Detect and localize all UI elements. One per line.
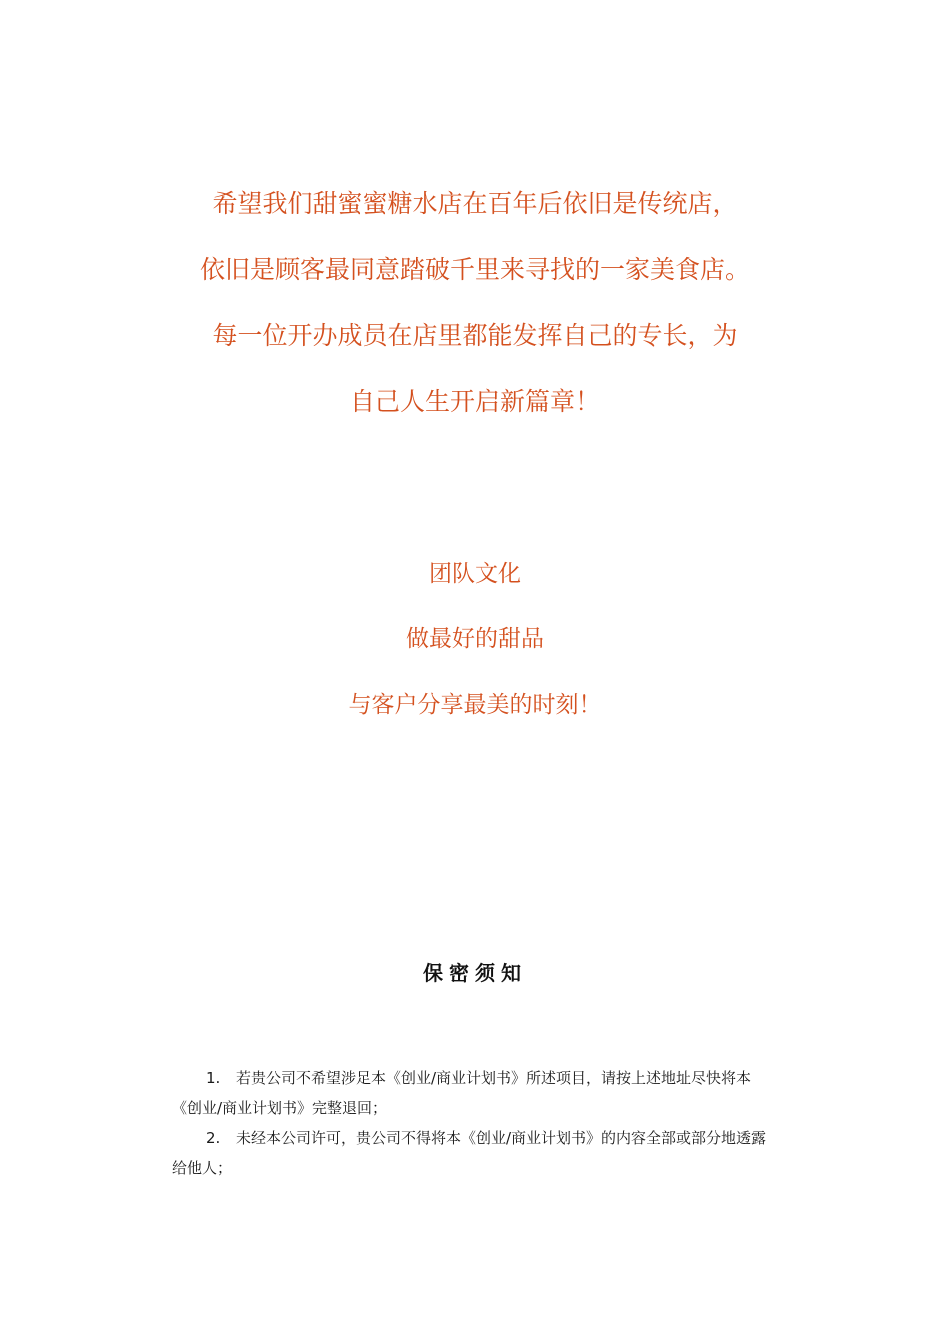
list-item-text: 若贵公司不希望涉足本《创业/商业计划书》所述项目，请按上述地址尽快将本《创业/商业计划书》完整退回； — [172, 1069, 752, 1117]
list-item — [172, 1123, 772, 1183]
list-item-number: 2. — [206, 1129, 221, 1147]
culture-line-2: 与客户分享最美的时刻！ — [348, 692, 602, 718]
list-item-text: 未经本公司许可，贵公司不得将本《创业/商业计划书》的内容全部或部分地透露给他人； — [172, 1129, 767, 1177]
list-item-number: 1. — [206, 1069, 221, 1087]
confidentiality-title: 保密须知 — [423, 961, 527, 985]
culture-title: 团队文化 — [429, 561, 521, 587]
list-item — [172, 1063, 772, 1123]
vision-line-4: 自己人生开启新篇章！ — [349, 387, 600, 416]
vision-line-1: 希望我们甜蜜蜜糖水店在百年后依旧是传统店， — [212, 189, 738, 218]
vision-line-2: 依旧是顾客最同意踏破千里来寻找的一家美食店。 — [199, 255, 750, 284]
culture-line-1: 做最好的甜品 — [406, 626, 544, 652]
vision-line-3: 每一位开办成员在店里都能发挥自己的专长，为 — [212, 321, 738, 350]
confidentiality-list — [172, 1063, 772, 1183]
